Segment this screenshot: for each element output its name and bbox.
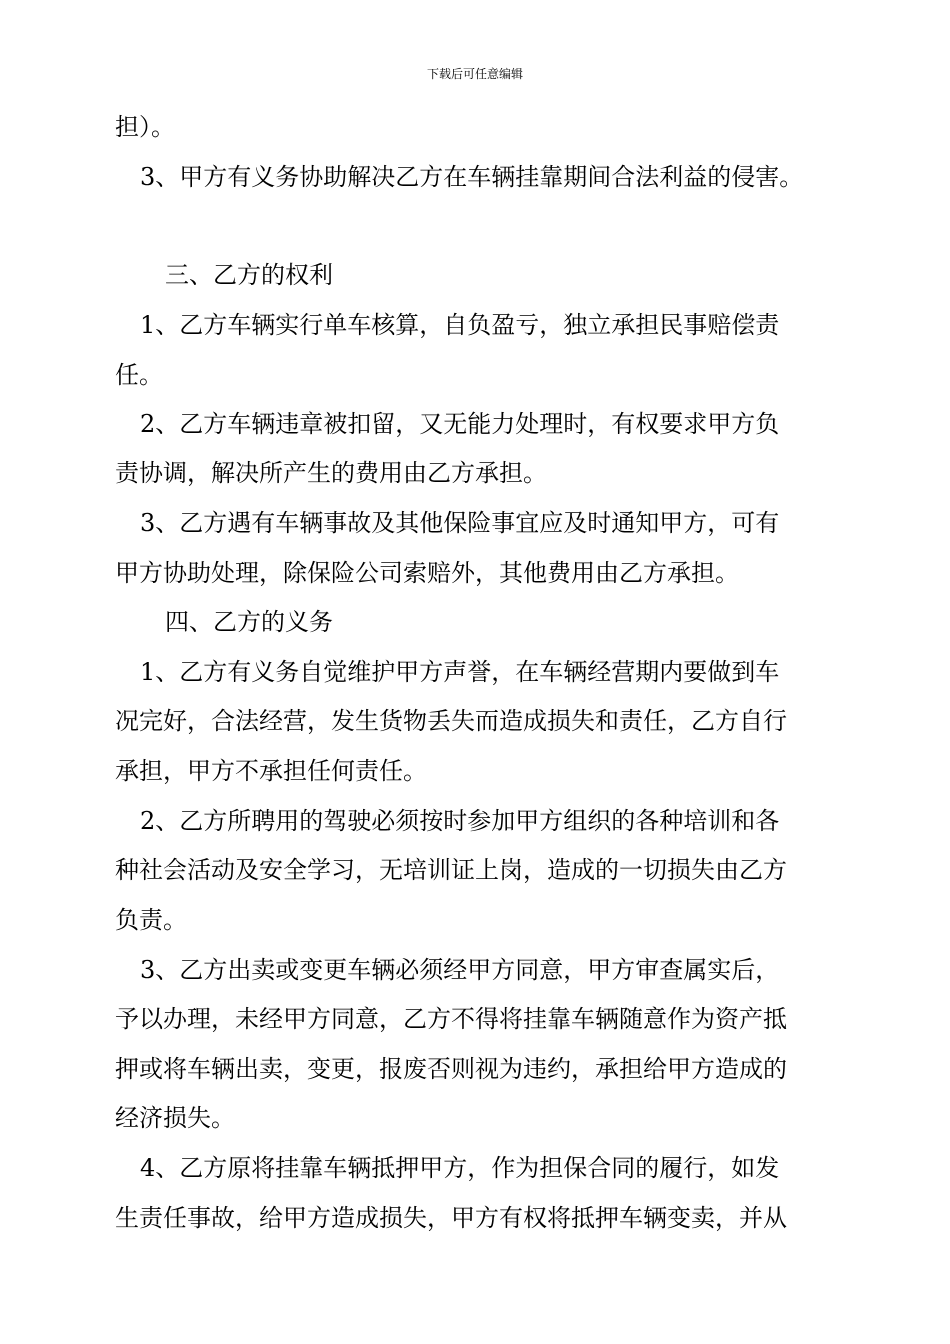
paragraph-line: 押或将车辆出卖，变更，报废否则视为违约，承担给甲方造成的 bbox=[115, 1055, 787, 1083]
paragraph-line: 承担，甲方不承担任何责任。 bbox=[115, 757, 427, 785]
paragraph-line: 负责。 bbox=[115, 906, 187, 934]
paragraph-line: 经济损失。 bbox=[115, 1104, 235, 1132]
paragraph-line: 2、乙方所聘用的驾驶必须按时参加甲方组织的各种培训和各 bbox=[140, 807, 780, 835]
paragraph-line: 况完好，合法经营，发生货物丢失而造成损失和责任，乙方自行 bbox=[115, 707, 787, 735]
paragraph-line: 1、乙方有义务自觉维护甲方声誉，在车辆经营期内要做到车 bbox=[140, 658, 780, 686]
paragraph-line: 担）。 bbox=[115, 113, 175, 141]
paragraph-line: 3、甲方有义务协助解决乙方在车辆挂靠期间合法利益的侵害。 bbox=[140, 163, 804, 191]
section-heading: 三、乙方的权利 bbox=[165, 261, 333, 289]
paragraph-line: 生责任事故，给甲方造成损失，甲方有权将抵押车辆变卖，并从 bbox=[115, 1204, 787, 1232]
paragraph-line: 3、乙方出卖或变更车辆必须经甲方同意，甲方审查属实后， bbox=[140, 956, 780, 984]
paragraph-line: 种社会活动及安全学习，无培训证上岗，造成的一切损失由乙方 bbox=[115, 856, 787, 884]
page-header: 下载后可任意编辑 bbox=[426, 67, 523, 81]
paragraph-line: 予以办理，未经甲方同意，乙方不得将挂靠车辆随意作为资产抵 bbox=[115, 1005, 787, 1033]
paragraph-line: 责协调，解决所产生的费用由乙方承担。 bbox=[115, 459, 547, 487]
section-heading: 四、乙方的义务 bbox=[165, 608, 333, 636]
paragraph-line: 3、乙方遇有车辆事故及其他保险事宜应及时通知甲方，可有 bbox=[140, 509, 780, 537]
paragraph-line: 4、乙方原将挂靠车辆抵押甲方，作为担保合同的履行，如发 bbox=[140, 1154, 780, 1182]
paragraph-line: 1、乙方车辆实行单车核算，自负盈亏，独立承担民事赔偿责 bbox=[140, 311, 780, 339]
paragraph-line: 甲方协助处理，除保险公司索赔外，其他费用由乙方承担。 bbox=[115, 559, 739, 587]
paragraph-line: 任。 bbox=[115, 361, 163, 389]
paragraph-line: 2、乙方车辆违章被扣留，又无能力处理时，有权要求甲方负 bbox=[140, 410, 780, 438]
